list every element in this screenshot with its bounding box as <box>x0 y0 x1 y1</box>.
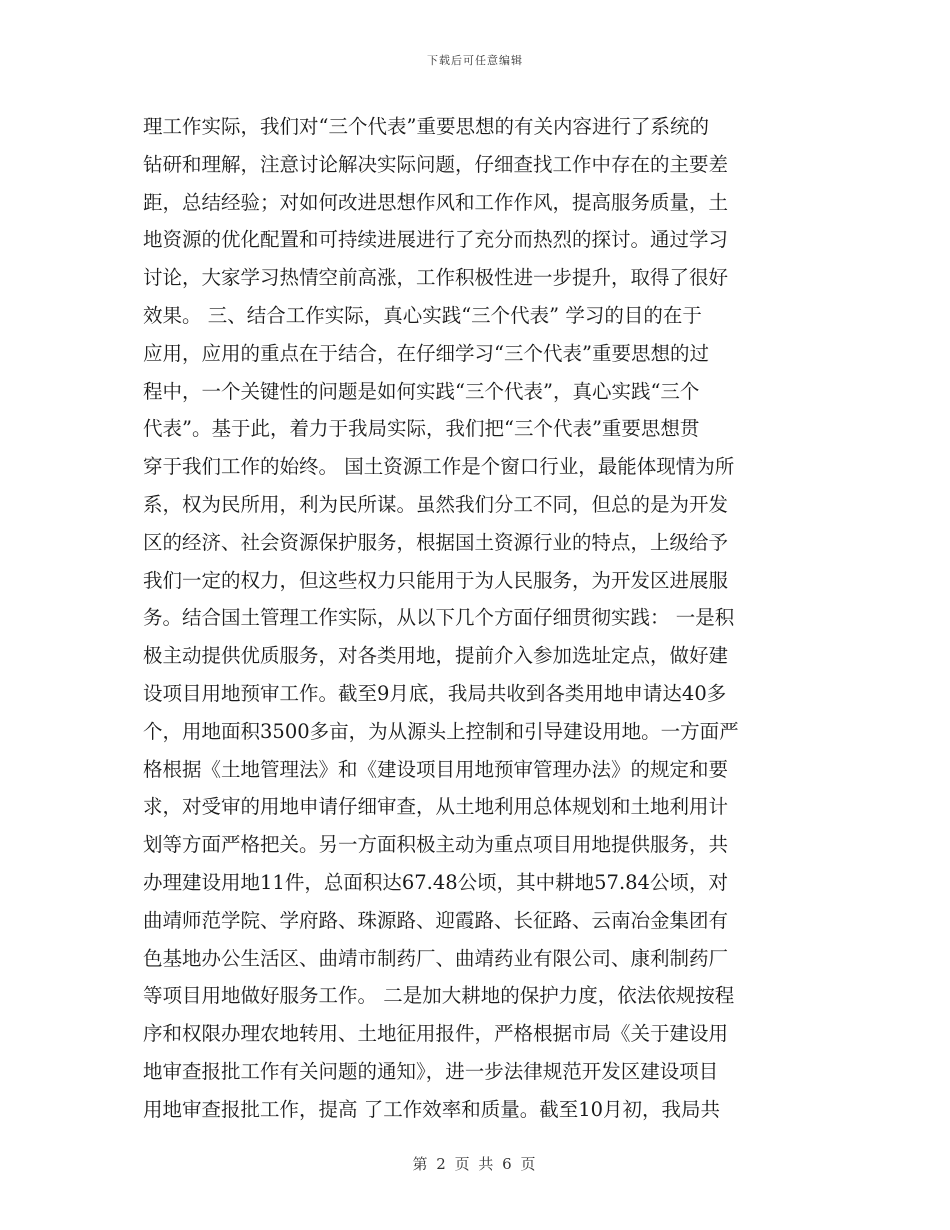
text-line: 地资源的优化配置和可持续进展进行了充分而热烈的探讨。通过学习 <box>143 228 729 252</box>
text-line: 序和权限办理农地转用、土地征用报件，严格根据市局《关于建设用 <box>143 1022 729 1046</box>
text-line: 划等方面严格把关。另一方面积极主动为重点项目用地提供服务，共 <box>143 833 729 857</box>
text-line: 用地审查报批工作，提高 了工作效率和质量。截至10月初，我局共 <box>143 1097 721 1121</box>
text-line: 务。结合国土管理工作实际，从以下几个方面仔细贯彻实践： 一是积 <box>143 606 735 630</box>
text-line: 设项目用地预审工作。截至9月底，我局共收到各类用地申请达40多 <box>143 681 727 705</box>
text-line: 穿于我们工作的始终。 国土资源工作是个窗口行业，最能体现情为所 <box>143 455 735 479</box>
text-line: 极主动提供优质服务，对各类用地，提前介入参加选址定点，做好建 <box>143 644 729 668</box>
text-line: 地审查报批工作有关问题的通知》，进一步法律规范开发区建设项目 <box>143 1059 719 1083</box>
text-line: 格根据《土地管理法》和《建设项目用地预审管理办法》的规定和要 <box>143 757 729 781</box>
page-header-note: 下载后可任意编辑 <box>427 54 523 67</box>
text-line: 应用，应用的重点在于结合，在仔细学习“三个代表”重要思想的过 <box>143 341 709 365</box>
text-line: 我们一定的权力，但这些权力只能用于为人民服务，为开发区进展服 <box>143 568 729 592</box>
text-line: 系，权为民所用，利为民所谋。虽然我们分工不同，但总的是为开发 <box>143 492 729 516</box>
text-line: 色基地办公生活区、曲靖市制药厂、曲靖药业有限公司、康利制药厂 <box>143 946 729 970</box>
text-line: 代表”。基于此，着力于我局实际，我们把“三个代表”重要思想贯 <box>143 417 700 441</box>
text-line: 讨论，大家学习热情空前高涨，工作积极性进一步提升，取得了很好 <box>143 266 729 290</box>
text-line: 办理建设用地11件，总面积达67.48公顷，其中耕地57.84公顷，对 <box>143 870 728 894</box>
text-line: 理工作实际，我们对“三个代表”重要思想的有关内容进行了系统的 <box>143 115 709 138</box>
text-line: 等项目用地做好服务工作。 二是加大耕地的保护力度，依法依规按程 <box>143 984 735 1008</box>
text-line: 钻研和理解，注意讨论解决实际问题，仔细查找工作中存在的主要差 <box>143 152 729 176</box>
document-body <box>143 108 808 1129</box>
text-line: 曲靖师范学院、学府路、珠源路、迎霞路、长征路、云南冶金集团有 <box>143 908 729 932</box>
text-line: 求，对受审的用地申请仔细审查，从土地利用总体规划和土地利用计 <box>143 795 729 819</box>
text-line: 个，用地面积3500多亩，为从源头上控制和引导建设用地。一方面严 <box>143 719 739 743</box>
page-number: 第 2 页 共 6 页 <box>412 1155 538 1173</box>
text-line: 效果。 三、结合工作实际，真心实践“三个代表” 学习的目的在于 <box>143 303 702 327</box>
text-line: 程中，一个关键性的问题是如何实践“三个代表”，真心实践“三个 <box>143 379 700 403</box>
text-line: 距，总结经验；对如何改进思想作风和工作作风，提高服务质量，土 <box>143 190 729 214</box>
text-line: 区的经济、社会资源保护服务，根据国土资源行业的特点，上级给予 <box>143 530 729 554</box>
